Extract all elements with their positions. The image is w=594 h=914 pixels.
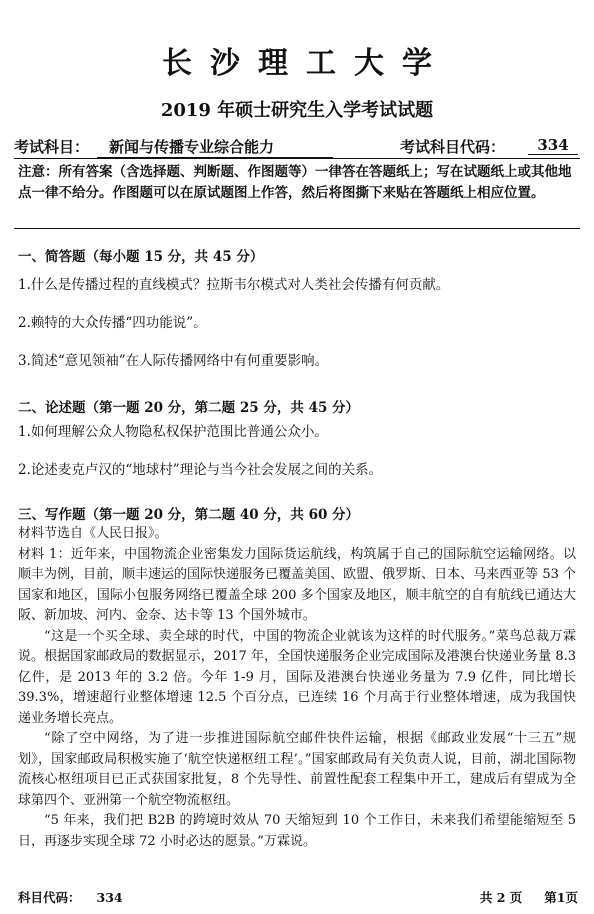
section-1-question-3: 3.简述“意见领袖”在人际传播网络中有何重要影响。: [18, 353, 329, 369]
subject-code-value: 334: [528, 136, 578, 155]
writing-material: [18, 524, 576, 852]
material-source: 材料节选自《人民日报》。: [18, 526, 168, 541]
header-divider: [14, 158, 580, 159]
section-2-question-2: 2.论述麦克卢汉的“地球村”理论与当今社会发展之间的关系。: [18, 462, 383, 478]
exam-title: 2019 年硕士研究生入学考试试题: [160, 100, 434, 121]
material-paragraph-1: 材料 1：近年来，中国物流企业密集发力国际货运航线，构筑属于自己的国际航空运输网络。以顺丰为例，目前，顺丰速运的国际快递服务已覆盖美国、欧盟、俄罗斯、日本、马来西亚等 53 个国家和地区，国际小包服务网络已覆盖全球 200 多个国家及地区，顺丰航空的自有航线已通达大阪、新加坡、河内、金奈、达卡等 13 个国外城市。: [18, 546, 576, 623]
footer-code-value: 334: [96, 890, 123, 905]
section-1-question-2: 2.赖特的大众传播“四功能说”。: [18, 315, 207, 331]
subject-label: 考试科目：: [14, 138, 90, 156]
section-1-heading: 一、简答题（每小题 15 分，共 45 分）: [18, 249, 264, 265]
section-3-heading: 三、写作题（第一题 20 分，第二题 40 分，共 60 分）: [18, 507, 360, 523]
subject-row: [14, 136, 582, 158]
section-2-question-1: 1.如何理解公众人物隐私权保护范围比普通公众小。: [18, 424, 328, 440]
university-title: 长沙理工大学: [162, 46, 450, 81]
section-2-heading: 二、论述题（第一题 20 分，第二题 25 分，共 45 分）: [18, 400, 360, 416]
footer-code-label: 科目代码：: [18, 890, 81, 905]
section-1-question-1: 1.什么是传播过程的直线模式？拉斯韦尔模式对人类社会传播有何贡献。: [18, 277, 450, 293]
subject-code-label: 考试科目代码：: [400, 138, 506, 156]
material-paragraph-3: “除了空中网络，为了进一步推进国际航空邮件快件运输，根据《邮政业发展“十三五”规划》，国家邮政局积极实施了‘航空快递枢纽工程’。”国家邮政局有关负责人说，目前，湖北国际物流核心枢纽项目已正式获国家批复，8 个先导性、前置性配套工程集中开工，建成后有望成为全球第四个、亚洲第一个航空物流枢纽。: [18, 731, 576, 808]
material-paragraph-4: “5 年来，我们把 B2B 的跨境时效从 70 天缩短到 10 个工作日，未来我们希望能缩短至 5 日，再逐步实现全球 72 小时必达的愿景。”万霖说。: [18, 813, 576, 849]
notice-divider: [14, 228, 580, 229]
exam-notice: 注意：所有答案（含选择题、判断题、作图题等）一律答在答题纸上；写在试题纸上或其他地点一律不给分。作图题可以在原试题图上作答，然后将图撕下来贴在答题纸上相应位置。: [18, 164, 572, 201]
subject-name: 新闻与传播专业综合能力: [97, 136, 333, 158]
footer-total-pages: 共 2 页: [479, 890, 523, 905]
footer-page-number: 第1页: [544, 890, 578, 905]
material-paragraph-2: “这是一个买全球、卖全球的时代，中国的物流企业就该为这样的时代服务。”菜鸟总裁万霖说。根据国家邮政局的数据显示，2017 年，全国快递服务企业完成国际及港澳台快递业务量 8.3 亿件，是 2013 年的 3.2 倍。今年 1-9 月，国际及港澳台快递业务量为 7.9 亿件，同比增长 39.3%，增速超行业整体增速 12.5 个百分点，已连续 16 个月高于行业整体增速，成为我国快递业务增长亮点。: [18, 628, 576, 726]
